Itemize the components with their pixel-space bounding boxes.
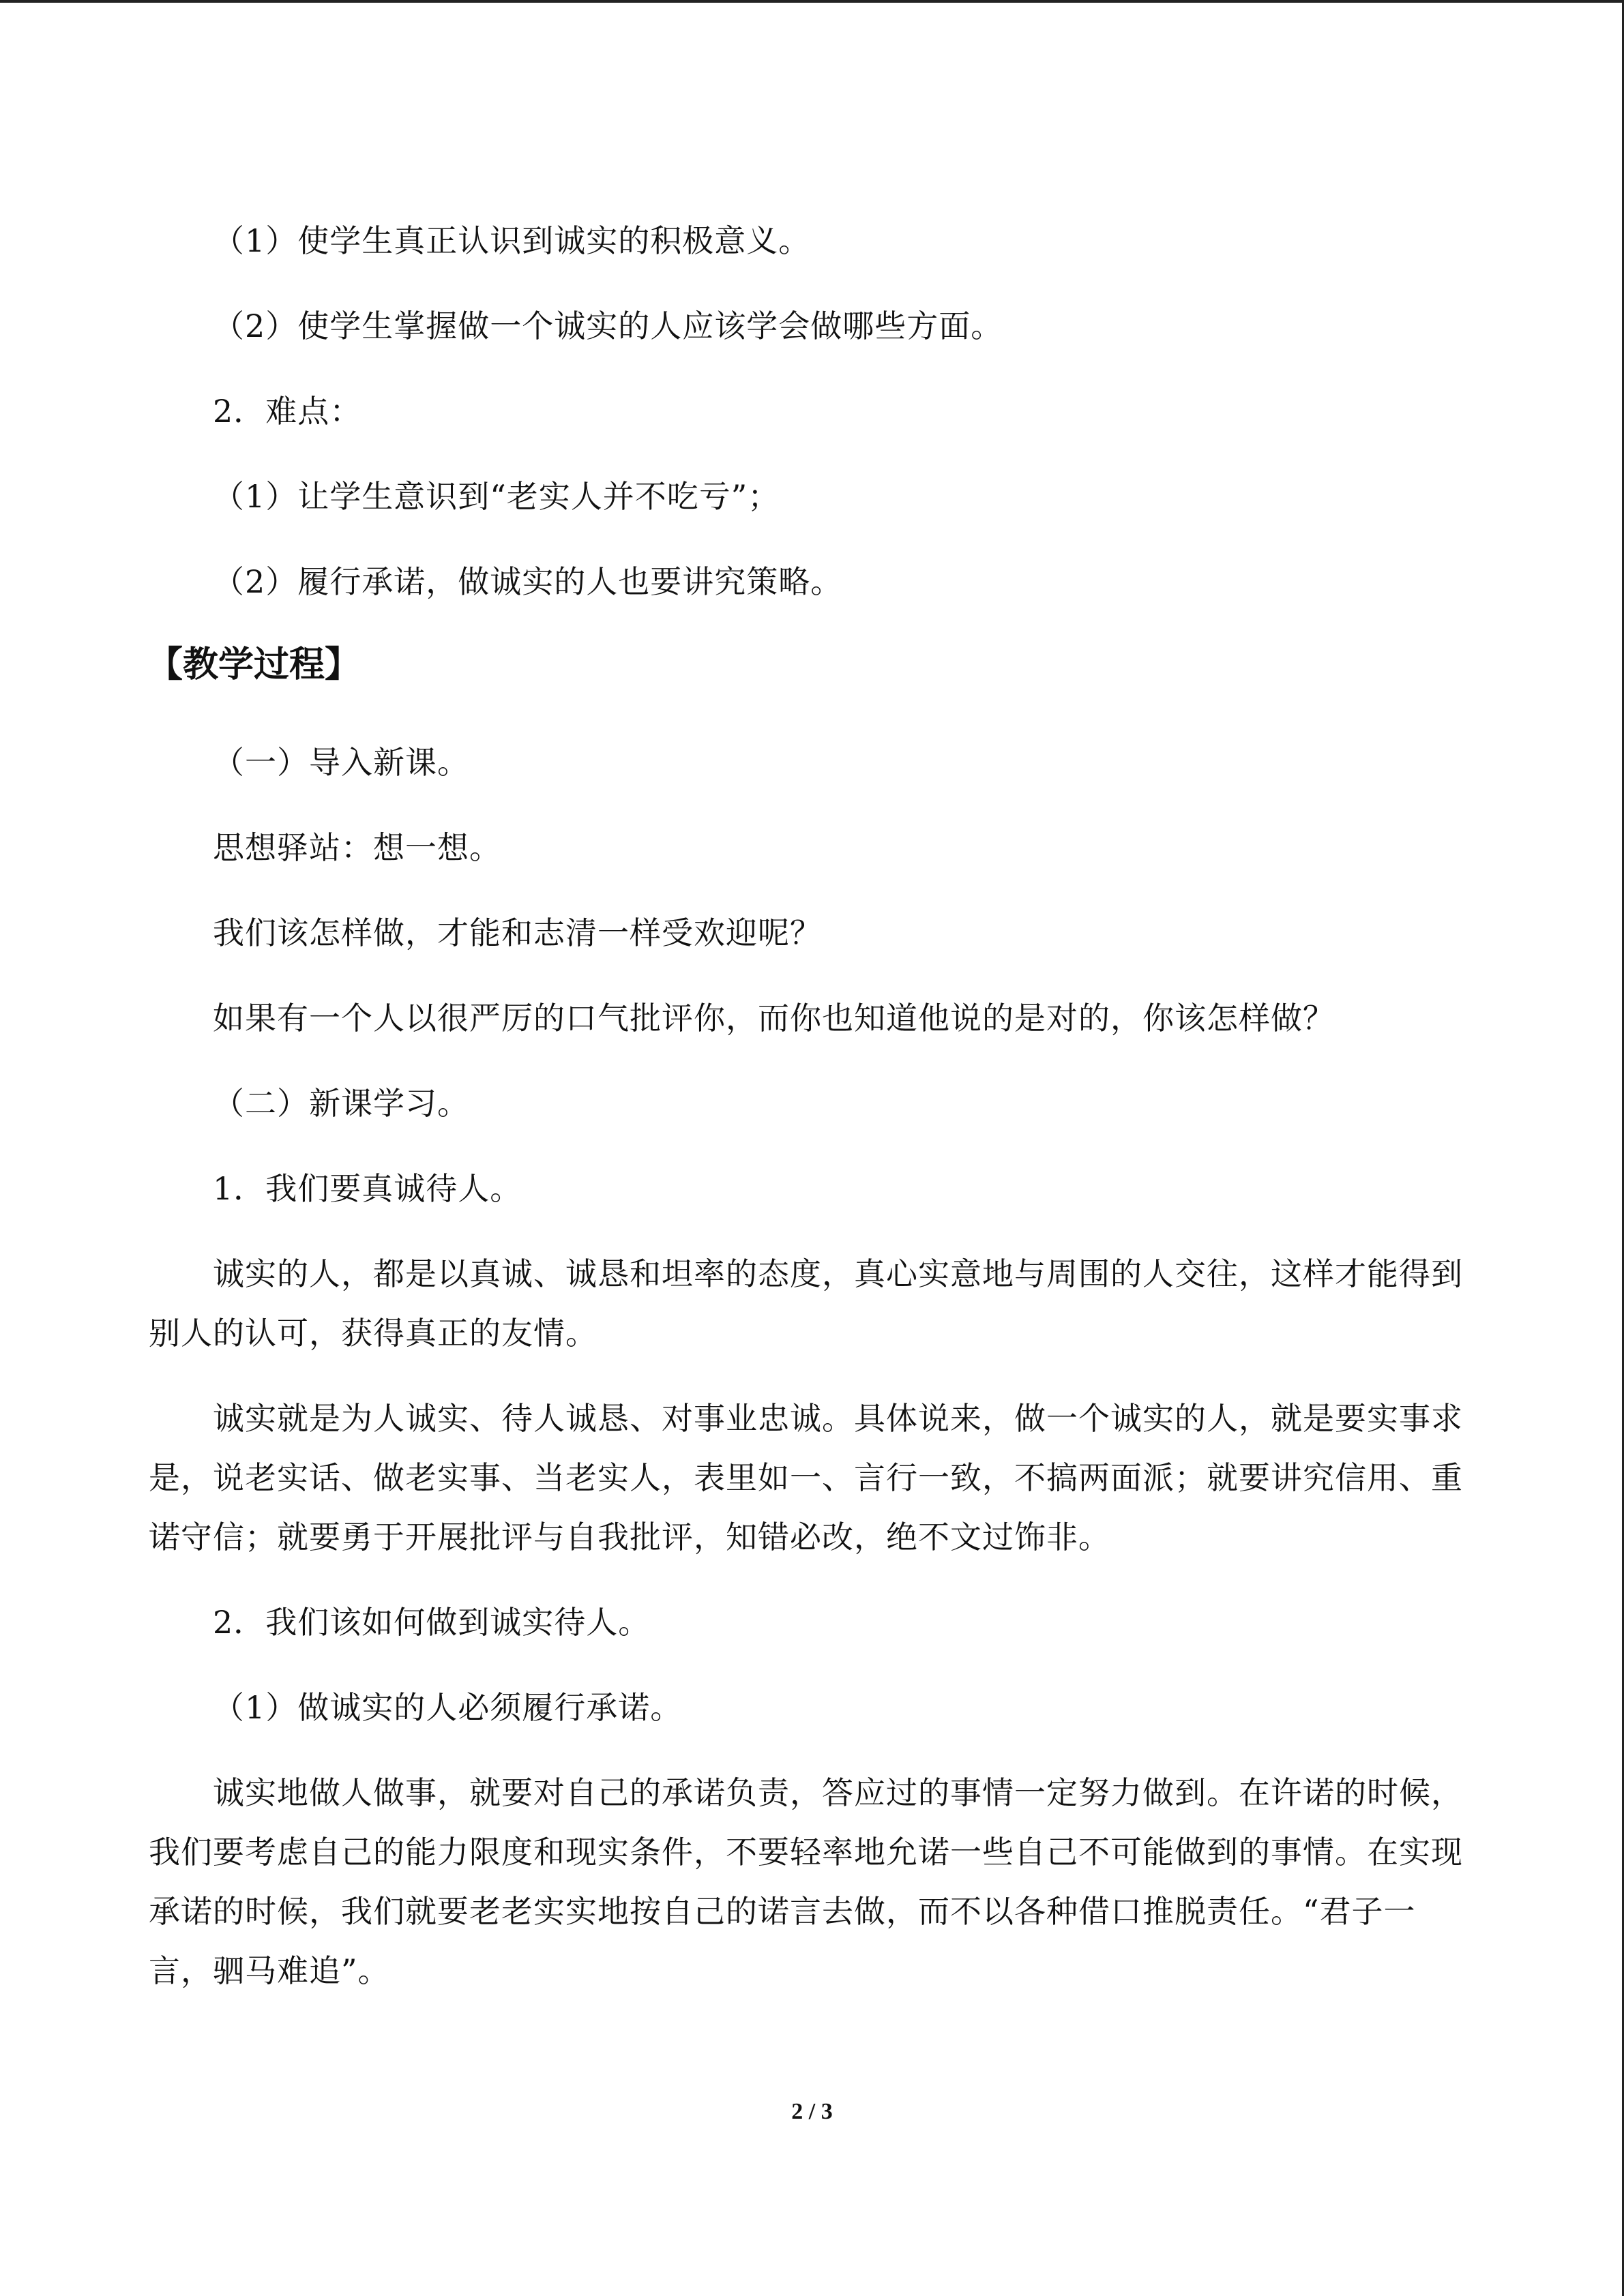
difficulty-label: 2．难点： xyxy=(213,393,362,430)
top-border xyxy=(0,0,1624,3)
step-new-lesson: （二）新课学习。 xyxy=(213,1085,469,1122)
paragraph-promises: 诚实地做人做事，就要对自己的承诺负责，答应过的事情一定努力做到。在许诺的时候，我们要考虑自己的能力限度和现实条件，不要轻率地允诺一些自己不可能做到的事情。在实现承诺的时候，我们就要老老实实地按自己的诺言去做，而不以各种借口推脱责任。“君子一言，驷马难追”。 xyxy=(149,1774,1463,1989)
point-2-title: 2．我们该如何做到诚实待人。 xyxy=(213,1604,651,1641)
question-1: 我们该怎样做，才能和志清一样受欢迎呢？ xyxy=(213,914,822,951)
point-1-title: 1．我们要真诚待人。 xyxy=(213,1170,522,1207)
section-heading: 【教学过程】 xyxy=(147,644,361,685)
subpoint-1-title: （1）做诚实的人必须履行承诺。 xyxy=(213,1689,683,1726)
difficulty-line-1: （1）让学生意识到“老实人并不吃亏”； xyxy=(213,478,780,515)
objective-line-1: （1）使学生真正认识到诚实的积极意义。 xyxy=(213,222,811,259)
thought-station: 思想驿站：想一想。 xyxy=(213,829,501,866)
question-2: 如果有一个人以很严厉的口气批评你，而你也知道他说的是对的，你该怎样做？ xyxy=(213,1000,1335,1037)
page-number: 2 / 3 xyxy=(791,2099,833,2124)
paragraph-sincerity: 诚实的人，都是以真诚、诚恳和坦率的态度，真心实意地与周围的人交往，这样才能得到别人的认可，获得真正的友情。 xyxy=(149,1255,1463,1352)
difficulty-line-2: （2）履行承诺，做诚实的人也要讲究策略。 xyxy=(213,563,843,600)
step-intro: （一）导入新课。 xyxy=(213,744,469,781)
objective-line-2: （2）使学生掌握做一个诚实的人应该学会做哪些方面。 xyxy=(213,308,1003,344)
paragraph-honesty-definition: 诚实就是为人诚实、待人诚恳、对事业忠诚。具体说来，做一个诚实的人，就是要实事求是，说老实话、做老实事、当老实人，表里如一、言行一致，不搞两面派；就要讲究信用、重诺守信；就要勇于开展批评与自我批评，知错必改，绝不文过饰非。 xyxy=(149,1400,1463,1555)
document-body xyxy=(149,211,1465,2001)
